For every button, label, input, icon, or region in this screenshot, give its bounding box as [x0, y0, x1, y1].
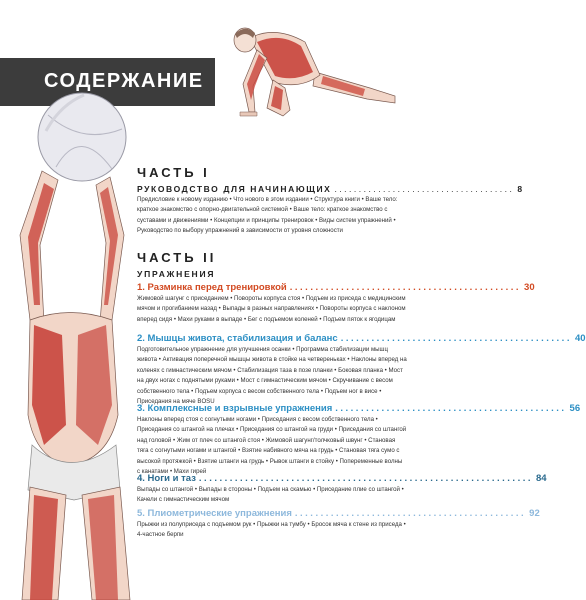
dot-leader: ............................................. [294, 508, 527, 519]
section-4-description: Выпады со штангой • Выпады в стороны • Подъем на скамью • Приседание плие со штангой • Качели с гимнастическим мячом [137, 486, 404, 504]
dot-leader: ..................................... [334, 184, 515, 194]
part1-page: 8 [517, 184, 524, 194]
section-3-page: 56 [569, 403, 581, 414]
dot-leader: ............................................. [340, 333, 572, 344]
part1-title: ЧАСТЬ I [137, 165, 210, 180]
part1-toc-line[interactable] [137, 184, 524, 194]
section-5-title: 5. Плиометрические упражнения [137, 508, 292, 519]
section-3-link[interactable] [137, 403, 581, 414]
part2-title: ЧАСТЬ II [137, 250, 217, 265]
section-2-link[interactable] [137, 333, 586, 344]
section-1-link[interactable] [137, 282, 535, 293]
standing-figure-illustration [0, 85, 150, 600]
dot-leader: ............................................. [335, 403, 567, 414]
dot-leader: ................................................................. [198, 473, 533, 484]
section-3-description: Наклоны вперед стоя с согнутыми ногами • Приседания с весом собственного тела • Приседания со штангой на плечах • Приседания со штангой на груди • Приседания со штангой над головой • Жим от плеч со штангой стоя • Жимовой шагунг/толчковый швунг • Становая тяга с согнутыми ногами и штангой • Взятие набивного мяча на грудь • Становая тяга сумо с высокой протяжкой • Взятие штанги на грудь • Рывок штанги в стойку • Попеременные волны с канатами • Махи гирей [137, 416, 407, 476]
part1-description: Предисловие к новому изданию • Что нового в этом издании • Структура книги • Ваше тело: краткое знакомство с опорно-двигательной системой • Ваше тело: краткое знакомство с суставами и движениями • Концепции и принципы тренировок • Виды систем упражнений • Руководство по выбору упражнений в зависимости от уровня сложности [137, 196, 398, 235]
section-3-title: 3. Комплексные и взрывные упражнения [137, 403, 333, 414]
section-5-link[interactable] [137, 508, 540, 519]
part1-subtitle: РУКОВОДСТВО ДЛЯ НАЧИНАЮЩИХ [137, 184, 332, 194]
section-5-description: Прыжки из полуприседа с подъемом рук • Прыжки на тумбу • Бросок мяча к стене из приседа • 4-частное берпи [137, 521, 406, 539]
dot-leader: ............................................. [289, 282, 522, 293]
section-2-description: Подготовительное упражнение для улучшения осанки • Программа стабилизации мышц живота • Активация поперечной мышцы живота в стойке на четвереньках • Наклоны вперед на коленях с гимнастическим мячом • Стабилизация таза в позе планки • Боковая планка • Мост на двух ногах с поднятыми руками • Мост с гимнастическим мячом • Скручивание с весом собственного тела • Подъем корпуса с весом собственного тела • Подъем ног в висе • Приседания на мяче BOSU [137, 346, 407, 406]
section-4-page: 84 [535, 473, 547, 484]
kneeling-figure-illustration [195, 0, 405, 125]
section-4-title: 4. Ноги и таз [137, 473, 196, 484]
page-title: СОДЕРЖАНИЕ [44, 70, 204, 92]
section-1-description: Жимовой шагунг с приседанием • Повороты корпуса стоя • Подъем из приседа с медицинским мячом и прогибанием назад • Выпады в разных направлениях • Повороты корпуса с наклоном вперед сидя • Махи руками в выпаде • Бег с подъемом коленей • Подъем пяток к ягодицам [137, 295, 406, 323]
medicine-ball-illustration [38, 93, 126, 181]
section-2-page: 40 [574, 333, 586, 344]
part2-subtitle: УПРАЖНЕНИЯ [137, 269, 216, 279]
section-4-link[interactable] [137, 473, 547, 484]
section-1-title: 1. Разминка перед тренировкой [137, 282, 287, 293]
section-5-page: 92 [529, 508, 540, 519]
section-1-page: 30 [524, 282, 535, 293]
section-2-title: 2. Мышцы живота, стабилизация и баланс [137, 333, 338, 344]
